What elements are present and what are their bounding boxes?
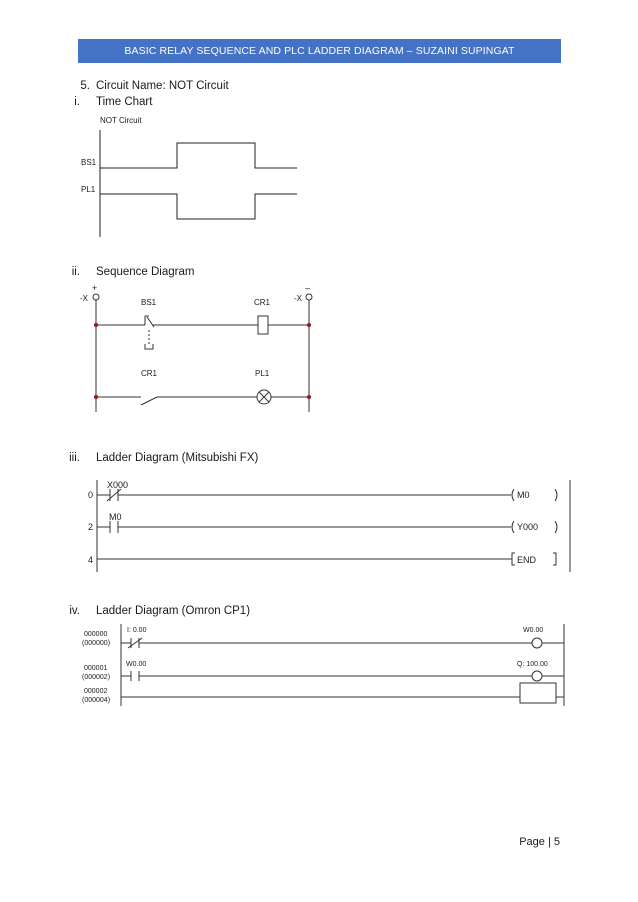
omron-step-2-paren: (000004) xyxy=(82,697,111,704)
mitsu-output-end: END xyxy=(517,555,537,565)
omron-output-q100: Q: 100.00 xyxy=(517,661,548,668)
section-numeral-i: i. xyxy=(74,96,80,108)
section-title-sequence: Sequence Diagram xyxy=(96,266,195,278)
minus-symbol: – xyxy=(305,283,311,293)
omron-coil-icon xyxy=(532,638,542,648)
omron-end-box xyxy=(520,683,556,703)
omron-step-1: 000001 xyxy=(84,665,108,672)
bs1-label: BS1 xyxy=(141,298,157,307)
mitsu-step-4: 4 xyxy=(88,555,94,565)
cr1-contact-label: CR1 xyxy=(141,369,158,378)
omron-step-0-paren: (000000) xyxy=(82,640,111,647)
omron-step-2: 000002 xyxy=(84,688,108,695)
mitsu-output-y000: Y000 xyxy=(517,522,539,532)
omron-step-0: 000000 xyxy=(84,631,108,638)
mitsu-step-2: 2 xyxy=(88,522,94,532)
plus-symbol: + xyxy=(92,283,98,293)
omron-step-1-paren: (000002) xyxy=(82,674,111,681)
pl1-label: PL1 xyxy=(255,369,270,378)
section-title-mitsubishi: Ladder Diagram (Mitsubishi FX) xyxy=(96,452,259,464)
section-numeral-iii: iii. xyxy=(69,452,80,464)
header-title: BASIC RELAY SEQUENCE AND PLC LADDER DIAGRAM – SUZAINI SUPINGAT xyxy=(124,45,515,57)
time-chart-title: NOT Circuit xyxy=(100,116,142,125)
omron-output-w000: W0.00 xyxy=(523,627,544,634)
cr1-coil-label: CR1 xyxy=(254,298,271,307)
omron-coil-icon xyxy=(532,671,542,681)
time-chart-signal-bs1: BS1 xyxy=(81,158,97,167)
section-numeral-iv: iv. xyxy=(69,605,80,617)
mitsu-step-0: 0 xyxy=(88,490,94,500)
mitsu-contact-x000: X000 xyxy=(107,480,129,490)
section-title-time-chart: Time Chart xyxy=(96,96,153,108)
right-rail-label: -X xyxy=(294,294,302,303)
omron-contact-i000: I: 0.00 xyxy=(127,627,147,634)
page-number: Page | 5 xyxy=(519,836,560,848)
circuit-number: 5. xyxy=(80,80,90,92)
circuit-name: Circuit Name: NOT Circuit xyxy=(96,80,229,92)
left-rail-label: -X xyxy=(80,294,88,303)
omron-contact-w000: W0.00 xyxy=(126,661,147,668)
mitsu-contact-m0: M0 xyxy=(109,512,122,522)
mitsu-output-m0: M0 xyxy=(517,490,530,500)
section-title-omron: Ladder Diagram (Omron CP1) xyxy=(96,605,251,617)
section-numeral-ii: ii. xyxy=(71,266,80,278)
time-chart-signal-pl1: PL1 xyxy=(81,185,96,194)
